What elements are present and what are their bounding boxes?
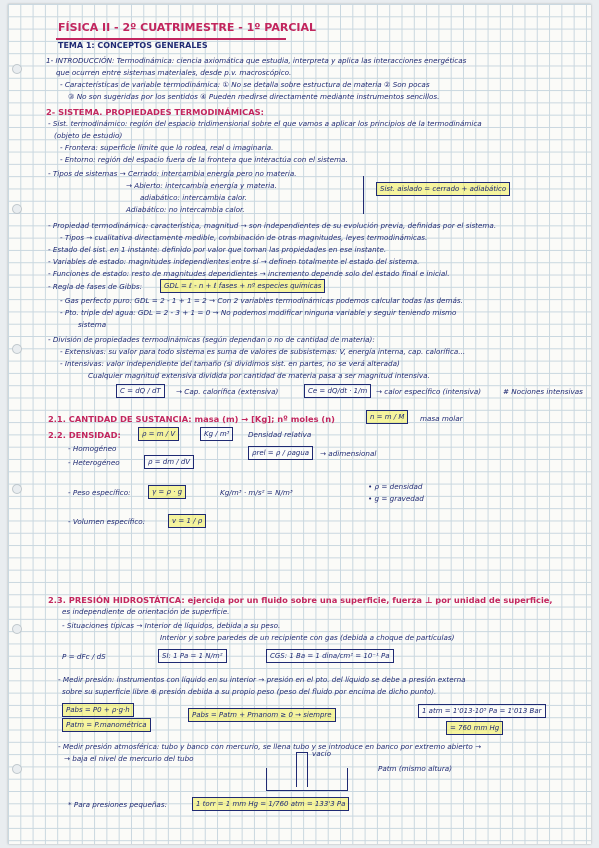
note-line: * Para presiones pequeñas:: [68, 800, 167, 809]
note-line: Patm (mismo altura): [378, 764, 453, 773]
note-line: - Regla de fases de Gibbs:: [48, 282, 143, 291]
note-line: - División de propiedades termodinámicas (según dependan o no de cantidad de materia):: [48, 335, 375, 344]
note-line: • g = gravedad: [368, 494, 424, 503]
section-heading: 2.2. DENSIDAD:: [48, 430, 121, 440]
note-line: (objeto de estudio): [54, 131, 123, 140]
note-line: - Situaciones típicas → Interior de líquidos, debida a su peso.: [62, 621, 281, 630]
formula-box: 1 torr = 1 mm Hg = 1/760 atm = 133'3 Pa: [192, 797, 349, 811]
barometer-tube: [296, 752, 308, 787]
note-line: - Medir presión atmosférica: tubo y banco con mercurio, se llena tubo y se introduce en banco por extremo abierto →: [58, 742, 482, 751]
note-line: masa molar: [420, 414, 463, 423]
formula-box: Sist. aislado = cerrado + adiabático: [376, 182, 510, 196]
note-line: Densidad relativa: [248, 430, 312, 439]
formula-box: ρ = dm / dV: [144, 455, 194, 469]
note-line: ③ No son sugeridas por los sentidos ④ Pueden medirse directamente mediante instrumentos sencillos.: [68, 92, 440, 101]
note-line: - Frontera: superficie límite que lo rodea, real o imaginaria.: [60, 143, 274, 152]
note-line: - Volumen específico:: [68, 517, 146, 526]
formula-box: Patm = P.manométrica: [62, 718, 151, 732]
formula-box: CGS: 1 Ba = 1 dina/cm² = 10⁻¹ Pa: [266, 649, 394, 663]
page-title: FÍSICA II - 2º CUATRIMESTRE - 1º PARCIAL: [58, 21, 317, 34]
binder-hole: [12, 484, 22, 494]
note-line: sobre su superficie libre ⊕ presión debida a su propio peso (peso del fluido por encima de dicho punto).: [62, 687, 437, 696]
note-line: - Peso específico:: [68, 488, 131, 497]
note-line: Interior y sobre paredes de un recipiente con gas (debida a choque de partículas): [160, 633, 455, 642]
note-line: sistema: [78, 320, 107, 329]
note-line: - Gas perfecto puro: GDL = 2 - 1 + 1 = 2 → Con 2 variables termodinámicas podemos calcular todas las demás.: [60, 296, 463, 305]
note-line: - Heterogéneo: [68, 458, 120, 467]
title-underline: [56, 38, 286, 40]
topic-title: TEMA 1: CONCEPTOS GENERALES: [58, 41, 208, 50]
note-line: - Sist. termodinámico: región del espacio tridimensional sobre el que vamos a aplicar los principios de la termodinámica: [48, 119, 482, 128]
note-line: - Propiedad termodinámica: característica, magnitud → son independientes de su evolución previa, definidas por el sistema.: [48, 221, 497, 230]
formula-box: Pabs = Patm + Pmanom ≥ 0 → siempre: [188, 708, 336, 722]
note-line: - Pto. triple del agua: GDL = 2 - 3 + 1 = 0 → No podemos modificar ninguna variable y seguir teniendo mismo: [60, 308, 457, 317]
note-line: Kg/m³ · m/s² = N/m³: [220, 488, 293, 497]
note-line: - Funciones de estado: resto de magnitudes dependientes → incremento depende solo del estado final e inicial.: [48, 269, 450, 278]
formula-box: C = dQ / dT: [116, 384, 165, 398]
formula-box: ρrel = ρ / ρagua: [248, 446, 313, 460]
note-line: adiabático: intercambia calor.: [140, 193, 247, 202]
note-line: → baja el nivel de mercurio del tubo: [64, 754, 194, 763]
formula-box: γ = ρ · g: [148, 485, 186, 499]
note-line: - Extensivas: su valor para todo sistema es suma de valores de subsistemas: V, energía interna, cap. calorífica...: [60, 347, 466, 356]
note-line: 1- INTRODUCCIÓN: Termodinámica: ciencia axiomática que estudia, interpreta y aplica las interacciones energéticas: [46, 56, 467, 65]
binder-hole: [12, 764, 22, 774]
brace: [363, 176, 364, 214]
note-line: - Entorno: región del espacio fuera de la frontera que interactúa con el sistema.: [60, 155, 348, 164]
formula-box: = 760 mm Hg: [446, 721, 503, 735]
note-line: P = dFc / dS: [62, 652, 106, 661]
binder-hole: [12, 624, 22, 634]
note-line: → calor específico (intensiva): [376, 387, 482, 396]
note-line: # Nociones intensivas: [503, 387, 583, 396]
formula-box: 1 atm = 1'013·10⁵ Pa = 1'013 Bar: [418, 704, 546, 718]
section-heading: 2.1. CANTIDAD DE SUSTANCIA: masa (m) → [Kg]; nº moles (n): [48, 414, 335, 424]
note-line: - Intensivas: valor independiente del tamaño (si dividimos sist. en partes, no se verá alterada): [60, 359, 400, 368]
note-line: Adiabático: no intercambia calor.: [126, 205, 245, 214]
note-line: → Abierto: intercambia energía y materia.: [126, 181, 277, 190]
formula-box: ρ = m / V: [138, 427, 179, 441]
formula-box: n = m / M: [366, 410, 408, 424]
formula-box: Kg / m³: [200, 427, 233, 441]
note-line: es independiente de orientación de superficie.: [62, 607, 230, 616]
note-line: - Medir presión: instrumentos con líquido en su interior → presión en el pto. del líquido se debe a presión externa: [58, 675, 466, 684]
note-line: → adimensional: [320, 449, 377, 458]
formula-box: SI: 1 Pa = 1 N/m²: [158, 649, 227, 663]
note-line: - Tipos de sistemas → Cerrado: intercambia energía pero no materia.: [48, 169, 297, 178]
binder-hole: [12, 204, 22, 214]
note-line: → Cap. calorífica (extensiva): [176, 387, 279, 396]
notebook-page: [8, 4, 591, 844]
note-line: que ocurren entre sistemas materiales, desde p.v. macroscópico.: [56, 68, 292, 77]
section-heading: 2- SISTEMA. PROPIEDADES TERMODINÁMICAS:: [46, 107, 264, 117]
note-line: vacío: [312, 749, 332, 758]
formula-box: GDL = ℓ - n + ℓ fases + nº especies químicas: [160, 279, 325, 293]
note-line: - Homogéneo: [68, 444, 117, 453]
binder-hole: [12, 344, 22, 354]
section-heading: 2.3. PRESIÓN HIDROSTÁTICA: ejercida por un fluido sobre una superficie, fuerza ⊥ por unidad de superficie,: [48, 595, 553, 605]
binder-hole: [12, 64, 22, 74]
formula-box: v = 1 / ρ: [168, 514, 206, 528]
note-line: - Estado del sist. en 1 instante: definido por valor que toman las propiedades en ese instante.: [48, 245, 387, 254]
note-line: - Tipos → cualitativa directamente medible, combinación de otras magnitudes, leyes termodinámicas.: [60, 233, 428, 242]
note-line: • ρ = densidad: [368, 482, 423, 491]
note-line: - Características de variable termodinámica: ① No se detalla sobre estructura de materia ② Son pocas: [60, 80, 430, 89]
formula-box: Ce = dQ/dt · 1/m: [304, 384, 371, 398]
formula-box: Pabs = P0 + ρ·g·h: [62, 703, 134, 717]
note-line: - Variables de estado: magnitudes independientes entre sí → definen totalmente el estado del sistema.: [48, 257, 420, 266]
note-line: Cualquier magnitud extensiva dividida por cantidad de materia pasa a ser magnitud intensiva.: [88, 371, 430, 380]
